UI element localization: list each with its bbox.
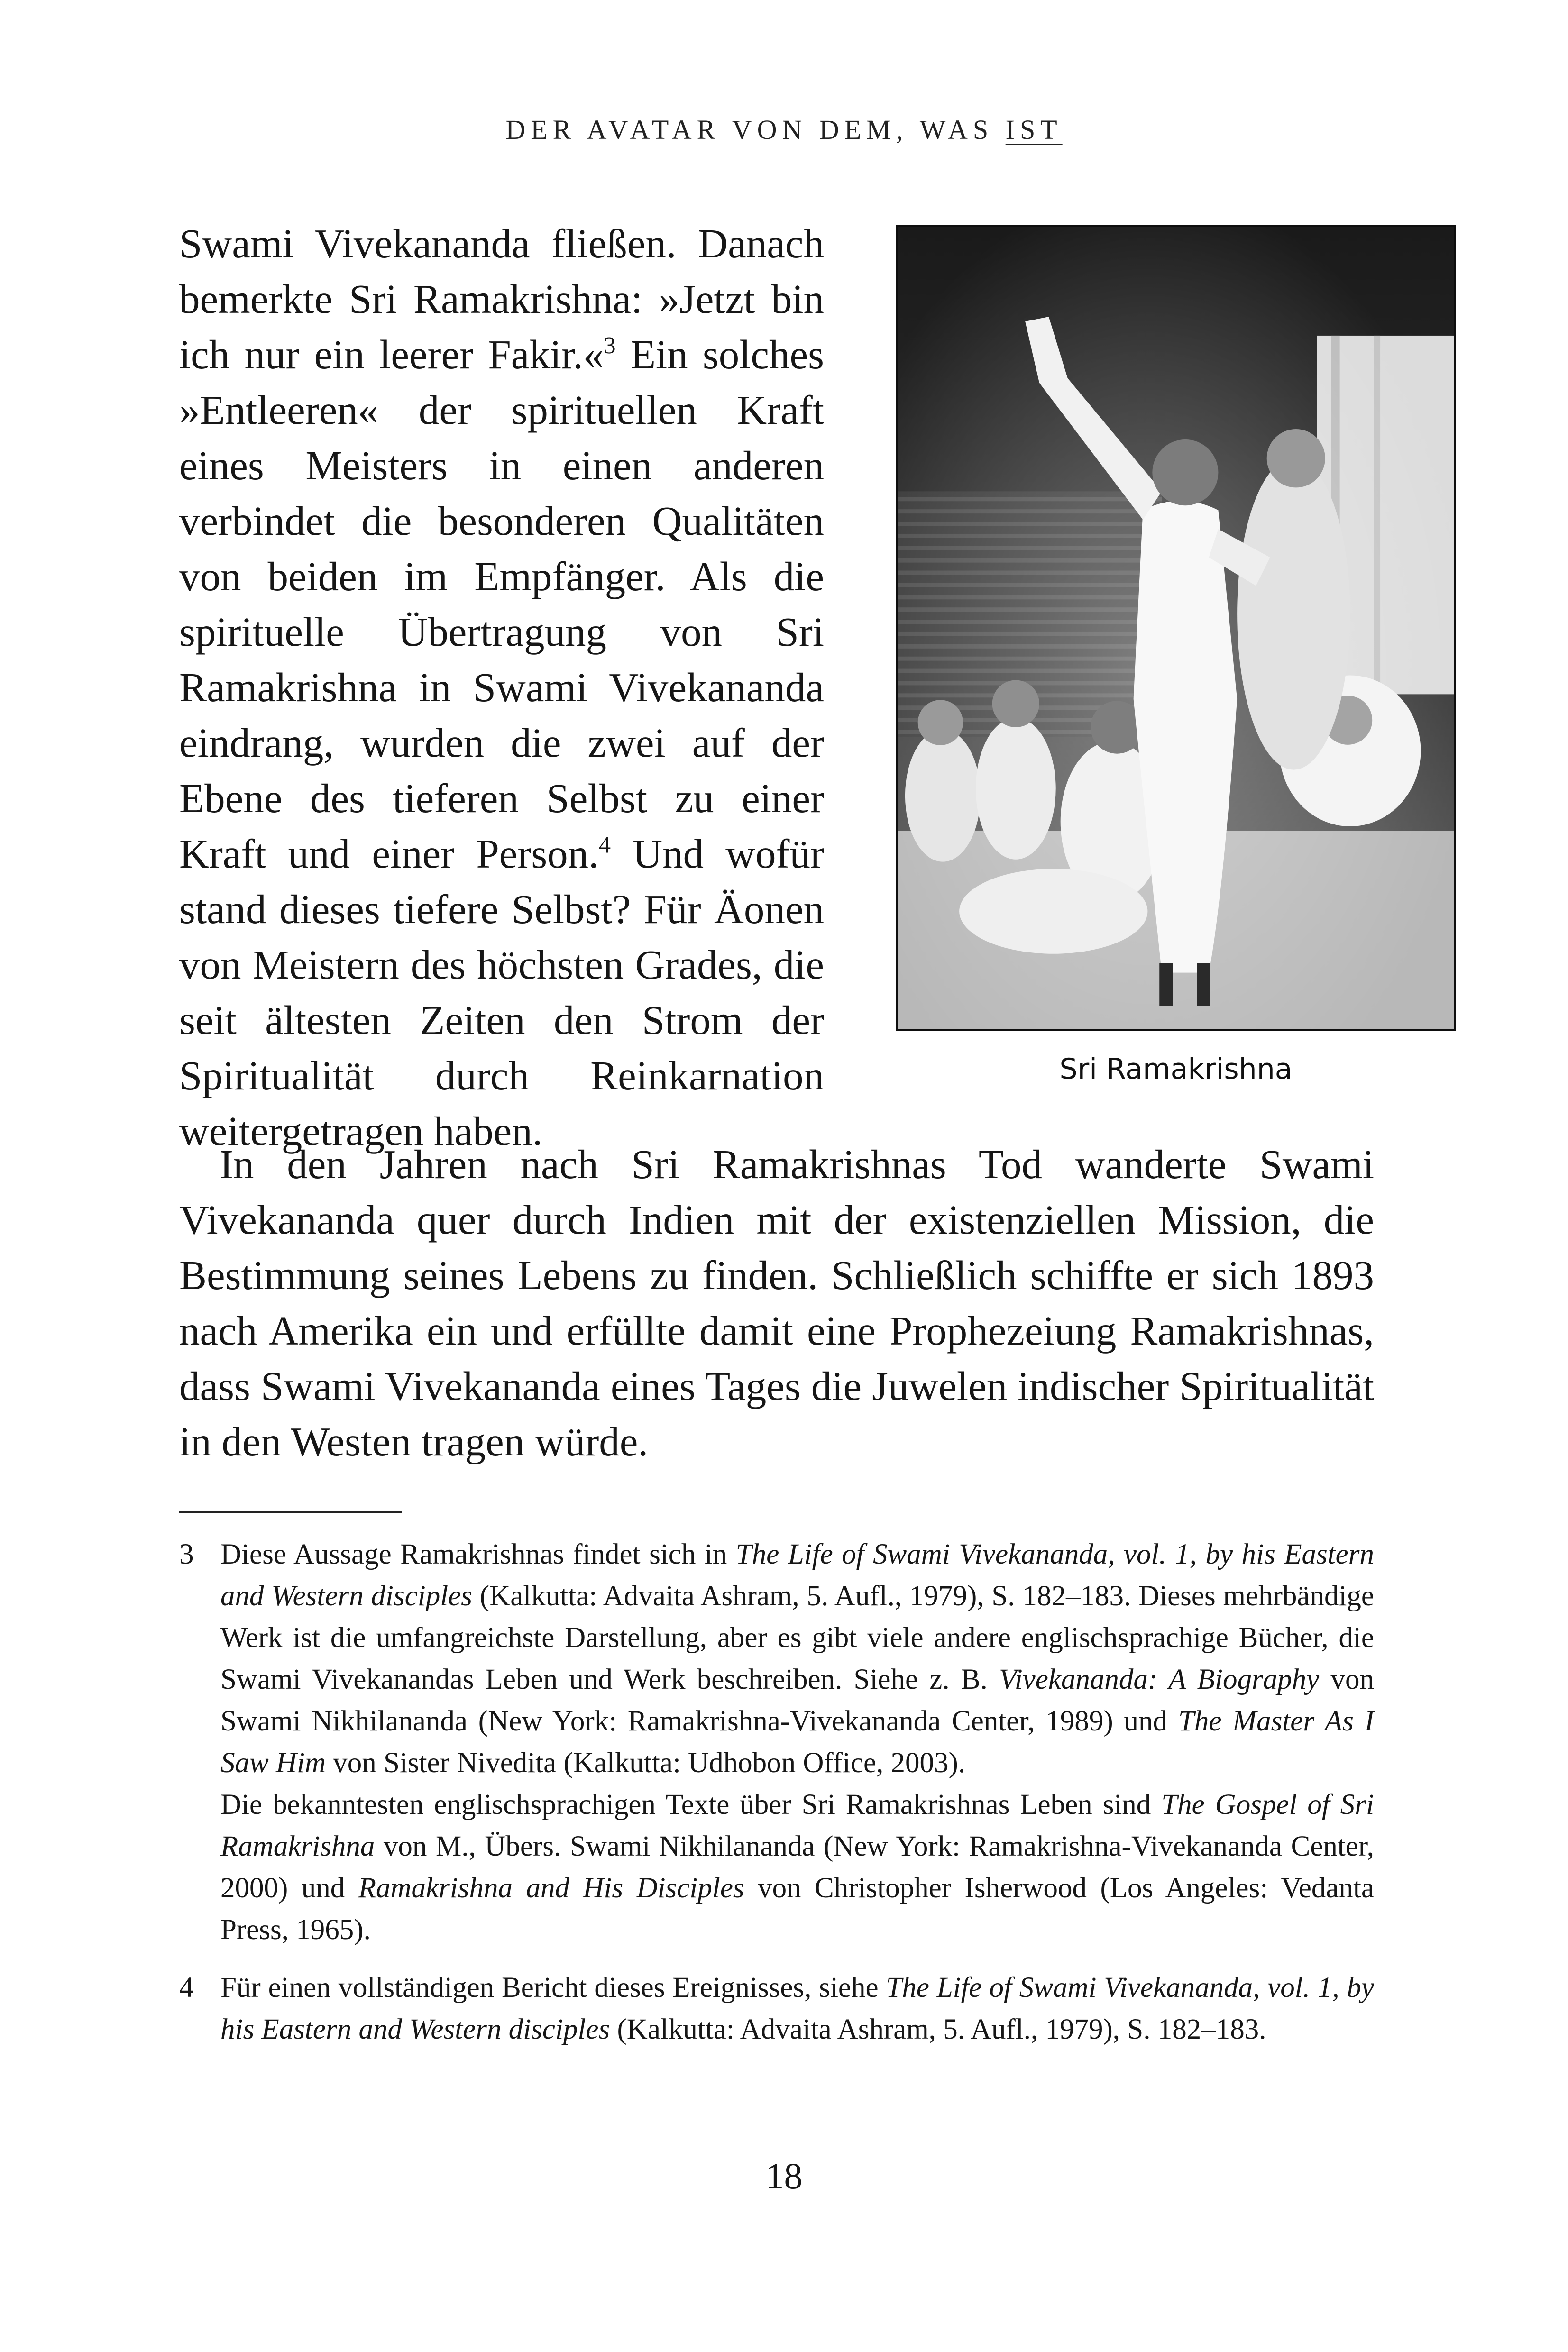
text-span: von Swami Nikhilananda (New York: Ramakrishna-Vivekananda Center, 1989) und bbox=[220, 1664, 1374, 1737]
footnotes bbox=[179, 1534, 1374, 2067]
footnote-text bbox=[220, 1534, 1374, 1951]
text-span: (Kalkutta: Advaita Ashram, 5. Aufl., 1979), S. 182–183. bbox=[610, 2013, 1266, 2045]
body-paragraph: In den Jahren nach Sri Ramakrishnas Tod wanderte Swami Vivekananda quer durch Indien mit der existenziellen Mission, die Bestimmung seines Lebens zu finden. Schließlich schiffte er sich 1893 nach Amerika ein und erfüllte damit eine Prophezeiung Ramakrishnas, dass Swami Vivekananda eines Tages die Juwelen indischer Spiritualität in den Westen tragen würde. bbox=[179, 1141, 1374, 1464]
text-span: Diese Aussage Ramakrishnas findet sich in bbox=[220, 1538, 736, 1570]
footnote-text bbox=[220, 1967, 1374, 2050]
book-title: The Life of Swami Vivekananda, vol. 1, by his Eastern and Western disciples bbox=[220, 1972, 1374, 2045]
footnote-ref-3[interactable]: 3 bbox=[604, 332, 616, 359]
running-header bbox=[0, 114, 1568, 146]
running-header-lead: DER AVATAR VON DEM, WAS bbox=[505, 114, 1006, 145]
photo-caption: Sri Ramakrishna bbox=[1059, 1052, 1293, 1086]
footnote-number: 4 bbox=[179, 1972, 194, 2004]
photo-figure bbox=[896, 225, 1456, 1086]
text-span: von M., Übers. Swami Nikhilananda (New York: Ramakrishna-Vivekananda Center, 2000) und bbox=[220, 1830, 1374, 1904]
footnote-4 bbox=[179, 1967, 1374, 2050]
full-width-text bbox=[179, 1136, 1374, 1469]
book-title: The Life of Swami Vivekananda, vol. 1, by his Eastern and Western disciples bbox=[220, 1538, 1374, 1612]
footnote-divider bbox=[179, 1511, 402, 1513]
footnote-paragraph bbox=[220, 1784, 1374, 1951]
text-span: Und wofür stand dieses tiefere Selbst? Für Äonen von Meistern des höchsten Grades, die seit ältesten Zeiten den Strom der Spiritualität durch Reinkarnation weitergetragen haben. bbox=[179, 831, 824, 1154]
book-title: The Gospel of Sri Ramakrishna bbox=[220, 1789, 1374, 1862]
text-span: von Sister Nivedita (Kalkutta: Udhobon Office, 2003). bbox=[326, 1747, 966, 1779]
text-span: (Kalkutta: Advaita Ashram, 5. Aufl., 1979), S. 182–183. Dieses mehrbändige Werk ist die umfangreichste Darstellung, aber es gibt viele andere englischsprachige Bücher, die Swami Vivekanandas Leben und Werk beschreiben. Siehe z. B. bbox=[220, 1580, 1374, 1695]
column-paragraph bbox=[179, 216, 824, 1159]
page-number: 18 bbox=[765, 2155, 803, 2196]
book-title: The Master As I Saw Him bbox=[220, 1705, 1375, 1779]
text-span: Die bekanntesten englischsprachigen Texte über Sri Ramakrishnas Leben sind bbox=[220, 1789, 1162, 1821]
running-header-tail: IST bbox=[1005, 114, 1063, 145]
left-column-text bbox=[179, 216, 824, 1159]
book-title: Ramakrishna and His Disciples bbox=[358, 1872, 744, 1904]
book-title: Vivekananda: A Biography bbox=[999, 1664, 1320, 1695]
text-span: Ein solches »Entleeren« der spirituellen Kraft eines Meisters in einen anderen verbindet die besonderen Qualitäten von beiden im Empfänger. Als die spirituelle Übertragung von Sri Ramakrishna in Swami Vivekananda eindrang, wurden die zwei auf der Ebene des tieferen Selbst zu einer Kraft und einer Person. bbox=[179, 331, 824, 877]
text-span: Swami Vivekananda fließen. Danach bemerkte Sri Ramakrishna: »Jetzt bin ich nur ein leerer Fakir.« bbox=[179, 220, 824, 377]
text-span: von Christopher Isherwood (Los Angeles: Vedanta Press, 1965). bbox=[220, 1872, 1374, 1946]
footnote-paragraph bbox=[220, 1967, 1374, 2050]
text-span: Für einen vollständigen Bericht dieses Ereignisses, siehe bbox=[220, 1972, 886, 2004]
footnote-3 bbox=[179, 1534, 1374, 1951]
footnote-ref-4[interactable]: 4 bbox=[598, 831, 611, 858]
footnote-number: 3 bbox=[179, 1538, 194, 1570]
ramakrishna-photo bbox=[896, 225, 1456, 1031]
footnote-paragraph bbox=[220, 1534, 1374, 1784]
